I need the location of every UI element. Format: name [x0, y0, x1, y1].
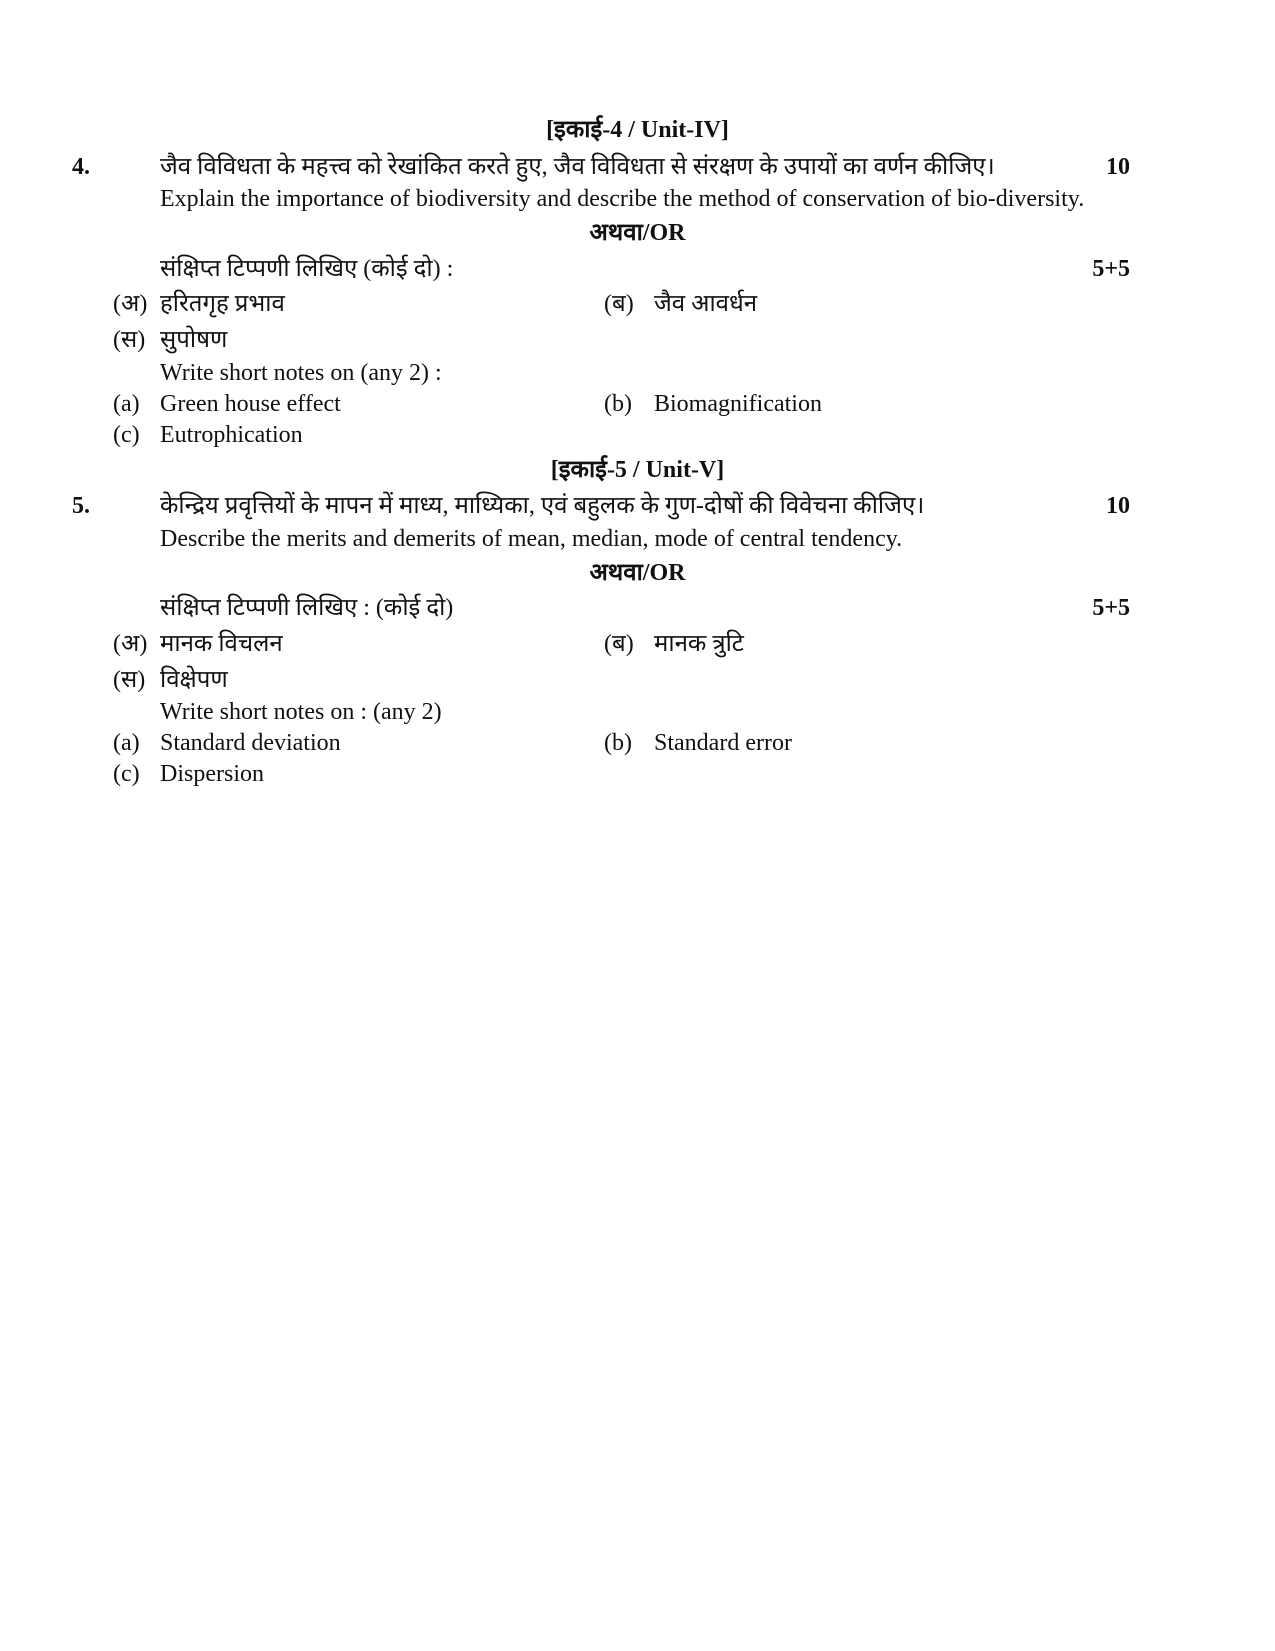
unit4-item-en-a: Green house effect — [160, 391, 341, 417]
question-5-number: 5. — [72, 493, 90, 519]
unit4-alt-instruction-hindi: संक्षिप्त टिप्पणी लिखिए (कोई दो) : — [160, 256, 454, 282]
unit4-item-hi-a-label: (अ) — [113, 291, 148, 317]
unit5-item-en-a: Standard deviation — [160, 730, 341, 756]
unit4-item-en-a-label: (a) — [113, 391, 140, 417]
unit5-item-hi-c-label: (स) — [113, 667, 146, 693]
unit4-item-en-b: Biomagnification — [654, 391, 822, 417]
unit5-item-en-b-label: (b) — [604, 730, 632, 756]
unit5-item-hi-a-label: (अ) — [113, 631, 148, 657]
unit5-heading: [इकाई-5 / Unit-V] — [550, 457, 725, 483]
unit4-or: अथवा/OR — [589, 220, 686, 246]
question-5-hindi: केन्द्रिय प्रवृत्तियों के मापन में माध्य, माध्यिका, एवं बहुलक के गुण-दोषों की विवेचना कीजिए। — [160, 493, 925, 519]
unit5-item-hi-c: विक्षेपण — [160, 667, 228, 693]
unit4-alt-instruction-english: Write short notes on (any 2) : — [160, 360, 442, 386]
unit4-item-en-b-label: (b) — [604, 391, 632, 417]
unit5-item-hi-b: मानक त्रुटि — [654, 631, 744, 657]
unit4-item-hi-c: सुपोषण — [160, 327, 228, 353]
unit5-item-hi-b-label: (ब) — [604, 631, 634, 657]
unit4-item-hi-b: जैव आवर्धन — [654, 291, 758, 317]
unit5-alt-marks: 5+5 — [1092, 595, 1130, 621]
unit4-item-en-c: Eutrophication — [160, 422, 303, 448]
question-5-english: Describe the merits and demerits of mean, median, mode of central tendency. — [160, 526, 903, 552]
unit5-item-hi-a: मानक विचलन — [160, 631, 283, 657]
question-4-marks: 10 — [1106, 154, 1130, 180]
question-4-english: Explain the importance of biodiversity and describe the method of conservation of bio-diversity. — [160, 186, 1085, 212]
unit5-or: अथवा/OR — [589, 560, 686, 586]
unit4-item-hi-b-label: (ब) — [604, 291, 634, 317]
unit4-item-hi-a: हरितगृह प्रभाव — [160, 291, 285, 317]
unit5-item-en-c-label: (c) — [113, 761, 140, 787]
unit4-heading: [इकाई-4 / Unit-IV] — [546, 117, 729, 143]
unit4-item-en-c-label: (c) — [113, 422, 140, 448]
unit5-alt-instruction-hindi: संक्षिप्त टिप्पणी लिखिए : (कोई दो) — [160, 595, 454, 621]
unit5-item-en-a-label: (a) — [113, 730, 140, 756]
unit4-alt-marks: 5+5 — [1092, 256, 1130, 282]
question-4-hindi: जैव विविधता के महत्त्व को रेखांकित करते हुए, जैव विविधता से संरक्षण के उपायों का वर्णन कीजिए। — [160, 154, 995, 180]
unit5-item-en-b: Standard error — [654, 730, 792, 756]
question-5-marks: 10 — [1106, 493, 1130, 519]
question-4-number: 4. — [72, 154, 90, 180]
unit4-item-hi-c-label: (स) — [113, 327, 146, 353]
unit5-alt-instruction-english: Write short notes on : (any 2) — [160, 699, 442, 725]
unit5-item-en-c: Dispersion — [160, 761, 264, 787]
